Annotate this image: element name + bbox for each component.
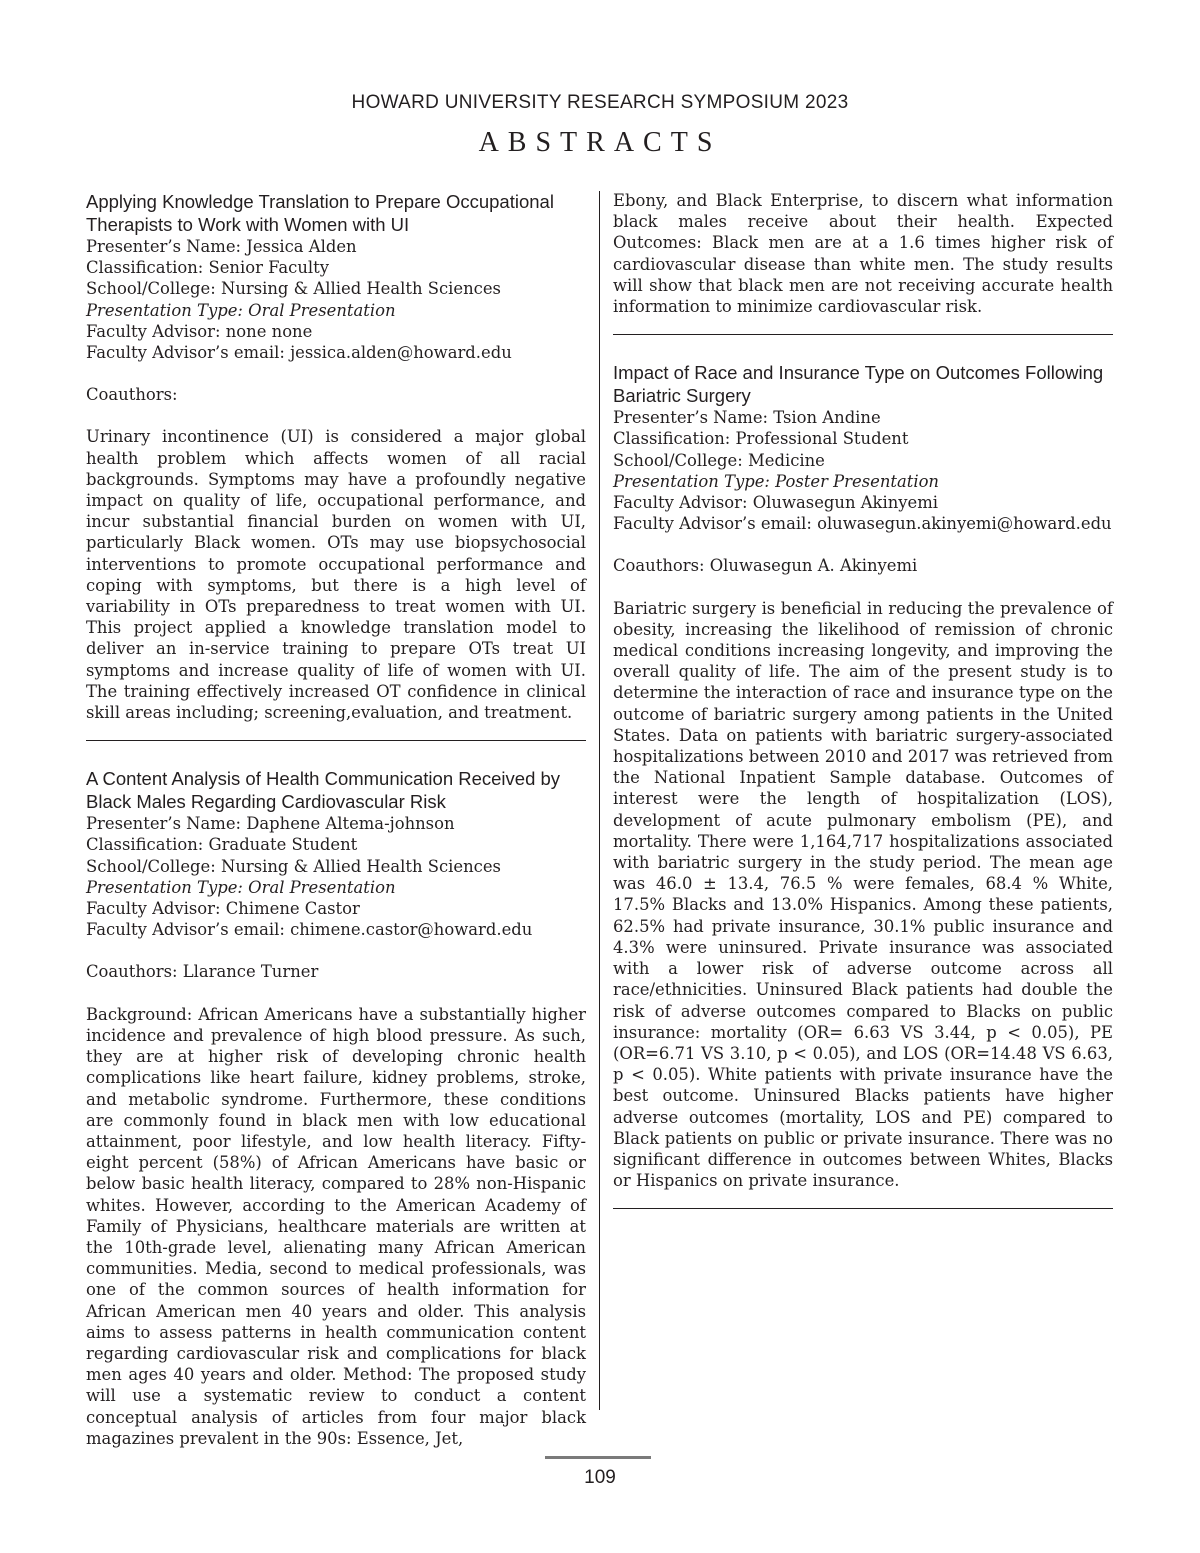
presentation-type: Presentation Type: Oral Presentation bbox=[86, 877, 396, 897]
divider bbox=[613, 334, 1113, 335]
section-title: ABSTRACTS bbox=[478, 127, 722, 158]
faculty-advisor-email: Faculty Advisor’s email: oluwasegun.akinyemi@howard.edu bbox=[613, 514, 1112, 534]
abstract-body: Bariatric surgery is beneficial in reducing the prevalence of obesity, increasing the likelihood of remission of chronic medical conditions increasing longevity, and improving the overall quality of life. The aim of the present study is to determine the interaction of race and insurance type on the outcome of bariatric surgery among patients in the United States. Data on patients with bariatric surgery-associated hospitalizations between 2010 and 2017 was retrieved from the National Inpatient Sample database. Outcomes of interest were the length of hospitalization (LOS), development of acute pulmonary embolism (PE), and mortality. There were 1,164,717 hospitalizations associated with bariatric surgery in the study period. The mean age was 46.0 ± 13.4, 76.5 % were females, 68.4 % White, 17.5% Blacks and 13.0% Hispanics. Among these patients, 62.5% had private insurance, 30.1% public insurance and 4.3% were uninsured. Private insurance was associated with a lower risk of adverse outcome across all race/ethnicities. Uninsured Black patients had double the risk of adverse outcomes compared to Blacks on public insurance: mortality (OR= 6.63 VS 3.44, p < 0.05), PE (OR=6.71 VS 3.10, p < 0.05), and LOS (OR=14.48 VS 6.63, p < 0.05). White patients with private insurance have the best outcome. Uninsured Blacks patients have higher adverse outcomes (mortality, LOS and PE) compared to Black patients on public or private insurance. There was no significant difference in outcomes between Whites, Blacks or Hispanics on private insurance. bbox=[613, 598, 1113, 1191]
classification: Classification: Senior Faculty bbox=[86, 258, 329, 278]
abstract-1 bbox=[86, 190, 586, 741]
column-divider bbox=[599, 191, 600, 1410]
page-number: 109 bbox=[584, 1467, 616, 1488]
symposium-header: HOWARD UNIVERSITY RESEARCH SYMPOSIUM 2023 bbox=[351, 92, 849, 113]
abstract-2-continued bbox=[613, 190, 1113, 335]
right-column bbox=[613, 190, 1113, 1235]
abstract-title: A Content Analysis of Health Communication Received by Black Males Regarding Cardiovascular Risk bbox=[86, 768, 561, 813]
abstract-body: Urinary incontinence (UI) is considered a major global health problem which affects women of all racial backgrounds. Symptoms may have a profoundly negative impact on quality of life, occupational performance, and incur substantial financial burden on women with UI, particularly Black women. OTs may use biopsychosocial interventions to promote occupational performance and coping with symptoms, but there is a high level of variability in OTs preparedness to treat women with UI. This project applied a knowledge translation model to deliver an in-service training to prepare OTs treat UI symptoms and increase quality of life of women with UI. The training effectively increased OT confidence in clinical skill areas including; screening,evaluation, and treatment. bbox=[86, 427, 586, 723]
left-column bbox=[86, 190, 586, 1449]
presenter-name: Presenter’s Name: Jessica Alden bbox=[86, 237, 357, 256]
faculty-advisor: Faculty Advisor: Chimene Castor bbox=[86, 899, 360, 919]
faculty-advisor: Faculty Advisor: none none bbox=[86, 321, 313, 341]
abstract-3 bbox=[613, 361, 1113, 1209]
faculty-advisor: Faculty Advisor: Oluwasegun Akinyemi bbox=[613, 493, 939, 513]
coauthors: Coauthors: Llarance Turner bbox=[86, 962, 319, 982]
school-college: School/College: Nursing & Allied Health Sciences bbox=[86, 279, 501, 299]
abstract-2 bbox=[86, 767, 586, 1449]
abstract-title: Impact of Race and Insurance Type on Outcomes Following Bariatric Surgery bbox=[613, 362, 1104, 407]
abstract-body: Background: African Americans have a substantially higher incidence and prevalence of high blood pressure. As such, they are at higher risk of developing chronic health complications like heart failure, kidney problems, stroke, and metabolic syndrome. Furthermore, these conditions are commonly found in black men with low educational attainment, poor lifestyle, and low health literacy. Fifty-eight percent (58%) of African Americans have basic or below basic health literacy, compared to 28% non-Hispanic whites. However, according to the American Academy of Family of Physicians, healthcare materials are written at the 10th-grade level, alienating many African American communities. Media, second to medical professionals, was one of the common sources of health information for African American men 40 years and older. This analysis aims to assess patterns in health communication content regarding cardiovascular risk and complications for black men ages 40 years and older. Method: The proposed study will use a systematic review to conduct a content conceptual analysis of articles from four major black magazines prevalent in the 90s: Essence, Jet, bbox=[86, 1004, 586, 1448]
classification: Classification: Professional Student bbox=[613, 429, 909, 449]
presentation-type: Presentation Type: Oral Presentation bbox=[86, 300, 396, 320]
faculty-advisor-email: Faculty Advisor’s email: chimene.castor@howard.edu bbox=[86, 920, 533, 940]
presenter-name: Presenter’s Name: Daphene Altema-johnson bbox=[86, 814, 455, 834]
abstract-title: Applying Knowledge Translation to Prepare Occupational Therapists to Work with Women with UI bbox=[86, 191, 554, 235]
divider bbox=[613, 1208, 1113, 1209]
classification: Classification: Graduate Student bbox=[86, 835, 358, 855]
coauthors: Coauthors: bbox=[86, 385, 178, 405]
school-college: School/College: Nursing & Allied Health Sciences bbox=[86, 856, 501, 876]
divider bbox=[86, 740, 586, 741]
coauthors: Coauthors: Oluwasegun A. Akinyemi bbox=[613, 556, 918, 576]
presenter-name: Presenter’s Name: Tsion Andine bbox=[613, 408, 881, 428]
abstract-body-continued: Ebony, and Black Enterprise, to discern what information black males receive about their health. Expected Outcomes: Black men are at a 1.6 times higher risk of cardiovascular disease than white men. The study results will show that black men are not receiving accurate health information to minimize cardiovascular risk. bbox=[613, 191, 1113, 317]
footer-bar bbox=[545, 1456, 651, 1459]
presentation-type: Presentation Type: Poster Presentation bbox=[613, 471, 939, 491]
faculty-advisor-email: Faculty Advisor’s email: jessica.alden@howard.edu bbox=[86, 343, 512, 363]
school-college: School/College: Medicine bbox=[613, 450, 825, 470]
